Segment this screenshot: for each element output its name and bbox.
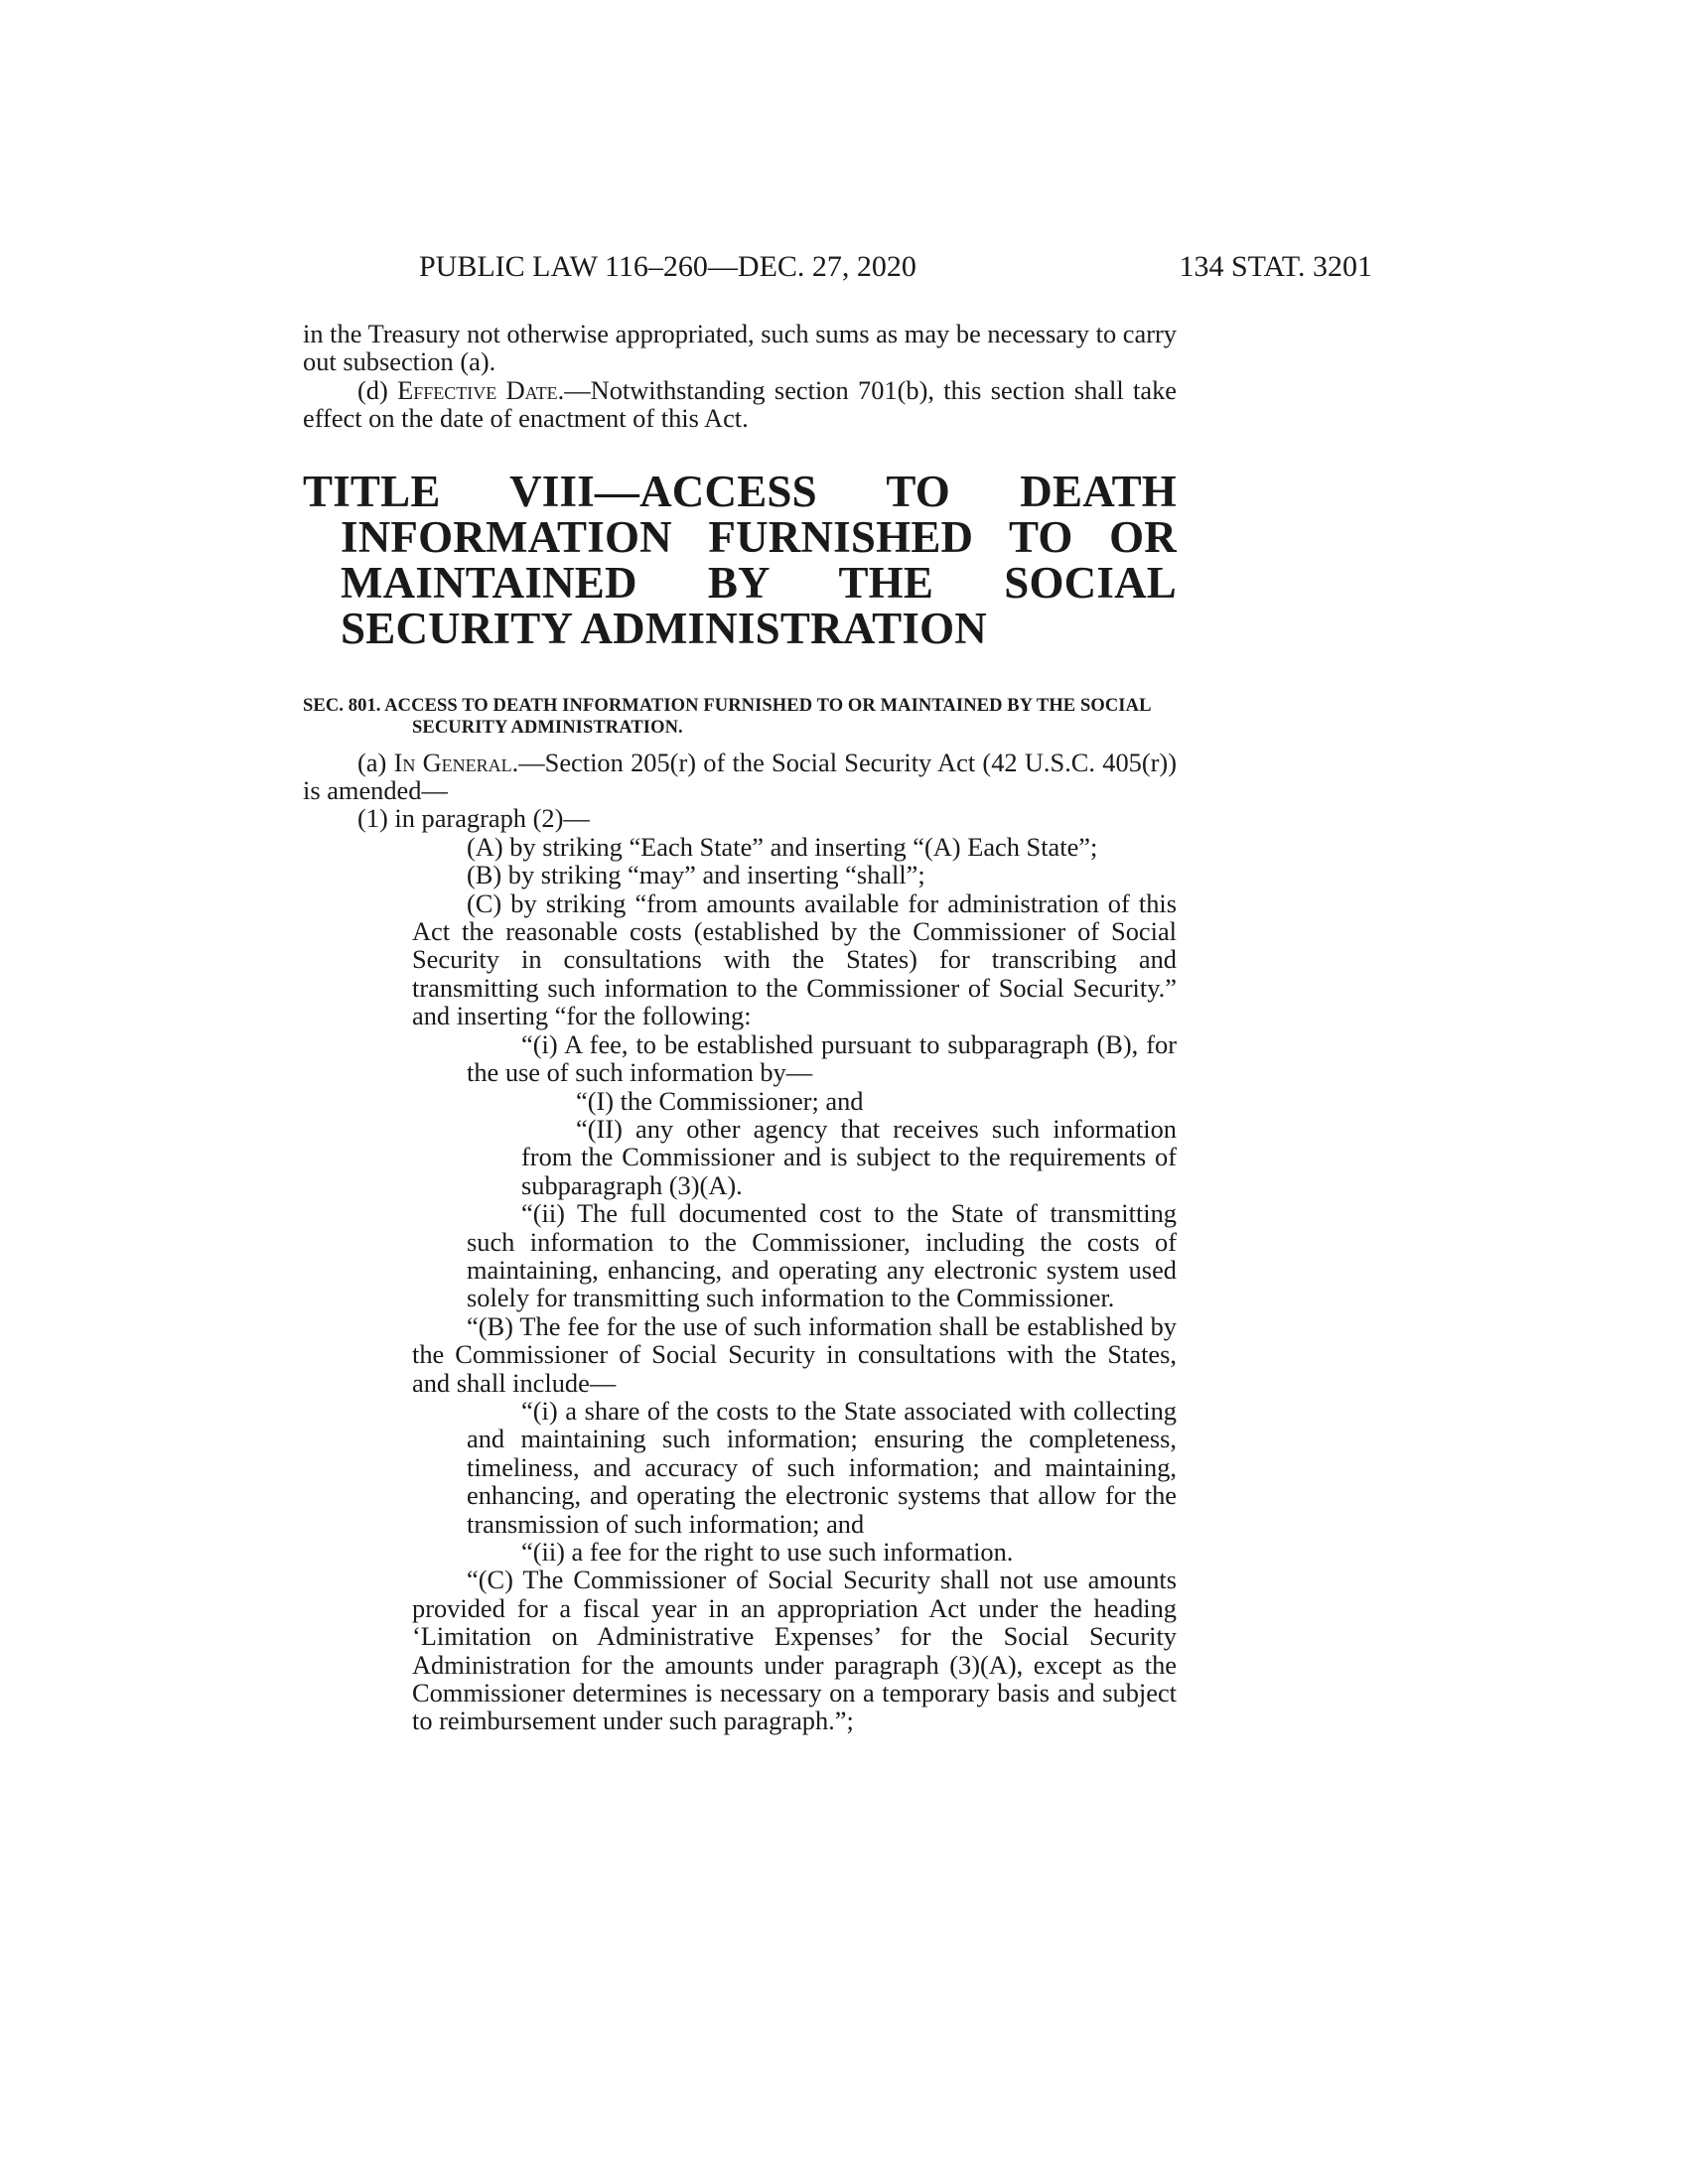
effective-date-text: .—Notwithstanding section 701(b), this section shall take effect on the date of enactment of this Act. <box>303 374 1178 434</box>
quoted-clause-B-i: “(i) a share of the costs to the State associated with collecting and maintaining such information; ensuring the completeness, timeliness, and accuracy of such information; and maintaining, enhancing, and operating the electronic systems that allow for the transmission of such information; and <box>467 1395 1177 1539</box>
subclause-II: “(II) any other agency that receives such information from the Commissioner and is subject to the requirements of subparagraph (3)(A). <box>521 1113 1177 1200</box>
quoted-subparagraph-B: “(B) The fee for the use of such information shall be established by the Commissioner of Social Security in consultations with the States, and shall include— <box>412 1310 1177 1398</box>
subsection-a-caption: In General <box>393 747 512 777</box>
title-heading: TITLE VIII—ACCESS TO DEATH INFORMATION FURNISHED TO OR MAINTAINED BY THE SOCIAL SECURITY ADMINISTRATION <box>303 466 1177 653</box>
paragraph-1-C: (C) by striking “from amounts available for administration of this Act the reasonable costs (established by the Commissioner of Social Security in consultations with the States) for transcribing and transmitting such information to the Commissioner of Social Security.” and inserting “for the following: <box>412 887 1177 1031</box>
paragraph-1-B: (B) by striking “may” and inserting “shall”; <box>467 860 925 890</box>
subsection-a-text: .—Section 205(r) of the Social Security Act (42 U.S.C. 405(r)) is amended— <box>303 747 1178 806</box>
effective-date-paragraph <box>303 376 1177 433</box>
statute-citation: 134 STAT. 3201 <box>1179 250 1372 283</box>
quoted-subparagraph-C: “(C) The Commissioner of Social Security shall not use amounts provided for a fiscal year in an appropriation Act under the heading ‘Limitation on Administrative Expenses’ for the Social Security Administration for the amounts under paragraph (3)(A), except as the Commissioner determines is necessary on a temporary basis and subject to reimbursement under such paragraph.”; <box>412 1565 1177 1736</box>
effective-date-prefix: (d) <box>357 374 398 405</box>
continued-paragraph: in the Treasury not otherwise appropriated, such sums as may be necessary to carry out subsection (a). <box>303 319 1177 377</box>
quoted-clause-B-ii: “(ii) a fee for the right to use such information. <box>521 1537 1014 1567</box>
page-header <box>300 250 1372 290</box>
subsection-a <box>303 749 1177 805</box>
paragraph-1-A: (A) by striking “Each State” and inserting “(A) Each State”; <box>467 831 1098 862</box>
paragraph-1: (1) in paragraph (2)— <box>357 803 590 834</box>
subclause-I: “(I) the Commissioner; and <box>576 1085 864 1116</box>
subsection-a-prefix: (a) <box>357 747 394 777</box>
clause-ii: “(ii) The full documented cost to the State of transmitting such information to the Commissioner, including the costs of maintaining, enhancing, and operating any electronic system used solely for transmitting such information to the Commissioner. <box>467 1198 1177 1313</box>
section-heading: SEC. 801. ACCESS TO DEATH INFORMATION FURNISHED TO OR MAINTAINED BY THE SOCIAL SECURITY ADMINISTRATION. <box>303 695 1151 738</box>
clause-i: “(i) A fee, to be established pursuant to subparagraph (B), for the use of such information by— <box>467 1028 1177 1088</box>
page-body <box>303 320 1177 1735</box>
running-head: PUBLIC LAW 116–260—DEC. 27, 2020 <box>419 250 916 283</box>
effective-date-caption: Effective Date <box>397 374 558 405</box>
